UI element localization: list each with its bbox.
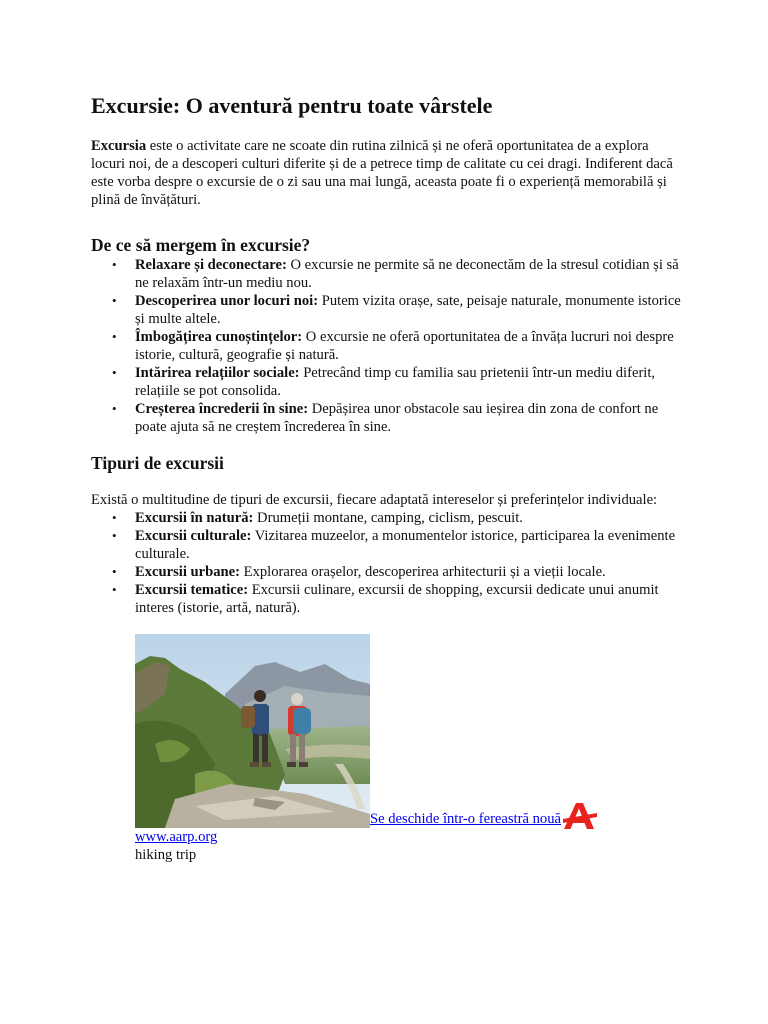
item-term: Excursii culturale: [135, 528, 252, 544]
item-term: Excursii tematice: [135, 582, 249, 598]
item-text: Vizitarea muzeelor, a monumentelor istorice, participarea la evenimente culturale. [135, 528, 676, 562]
list-item [112, 509, 681, 527]
item-term: Excursii urbane: [135, 564, 240, 580]
list-item [112, 527, 681, 563]
intro-text: este o activitate care ne scoate din rutina zilnică și ne oferă oportunitatea de a explora locuri noi, de a descoperi culturi diferite și de a petrece timp de calitate cu cei dragi. Indiferent dacă este vorba despre o excursie de o zi sau una mai lungă, aceasta poate fi o experiență memorabilă și plină de învățături. [91, 138, 673, 208]
photo-row [135, 634, 681, 828]
list-item [112, 581, 681, 617]
types-list [91, 509, 681, 617]
item-term: Îmbogățirea cunoștințelor: [135, 329, 303, 345]
bullet: • [112, 257, 117, 272]
open-new-window-link[interactable]: Se deschide într-o fereastră nouă [370, 811, 561, 827]
section-heading-why: De ce să mergem în excursie? [91, 235, 311, 255]
section-heading-types: Tipuri de excursii [91, 453, 224, 473]
bullet: • [112, 510, 117, 525]
intro-paragraph [91, 137, 681, 209]
item-term: Intărirea relațiilor sociale: [135, 365, 300, 381]
aarp-logo-icon [563, 802, 597, 830]
item-text: Putem vizita orașe, sate, peisaje naturale, monumente istorice și multe altele. [135, 293, 681, 327]
why-list [91, 256, 681, 436]
bullet: • [112, 293, 117, 308]
image-caption: hiking trip [135, 847, 197, 863]
document [91, 92, 681, 864]
source-link[interactable]: www.aarp.org [135, 829, 218, 845]
list-item [112, 292, 681, 328]
bullet: • [112, 329, 117, 344]
hiking-photo[interactable] [135, 634, 370, 828]
bullet: • [112, 528, 117, 543]
item-term: Excursii în natură: [135, 510, 254, 526]
item-text: Excursii culinare, excursii de shopping, excursii dedicate unui anumit interes (istorie, artă, natură). [135, 582, 659, 616]
item-text: Petrecând timp cu familia sau prietenii într-un mediu diferit, relațiile se pot consolida. [135, 365, 656, 399]
bullet: • [112, 401, 117, 416]
item-text: Depășirea unor obstacole sau ieșirea din zona de confort ne poate ajuta să ne creștem încrederea în sine. [135, 401, 659, 435]
bullet: • [112, 582, 117, 597]
item-text: Explorarea orașelor, descoperirea arhitecturii și a vieții locale. [240, 564, 606, 580]
intro-bold: Excursia [91, 138, 147, 154]
item-term: Creșterea încrederii în sine: [135, 401, 309, 417]
bullet: • [112, 365, 117, 380]
item-text: O excursie ne oferă oportunitatea de a învăța lucruri noi despre istorie, cultură, geografie și natură. [135, 329, 674, 363]
list-item [112, 364, 681, 400]
types-intro-paragraph: Există o multitudine de tipuri de excursii, fiecare adaptată intereselor și preferințelor individuale: [91, 492, 658, 508]
list-item [112, 328, 681, 364]
list-item [112, 256, 681, 292]
item-text: O excursie ne permite să ne deconectăm de la stresul cotidian și să ne relaxăm într-un mediu nou. [135, 257, 679, 291]
figure [135, 634, 681, 864]
bullet: • [112, 564, 117, 579]
item-term: Relaxare și deconectare: [135, 257, 287, 273]
item-text: Drumeții montane, camping, ciclism, pescuit. [253, 510, 523, 526]
item-term: Descoperirea unor locuri noi: [135, 293, 319, 309]
page-title: Excursie: O aventură pentru toate vârstele [91, 93, 493, 118]
list-item [112, 400, 681, 436]
list-item [112, 563, 681, 581]
